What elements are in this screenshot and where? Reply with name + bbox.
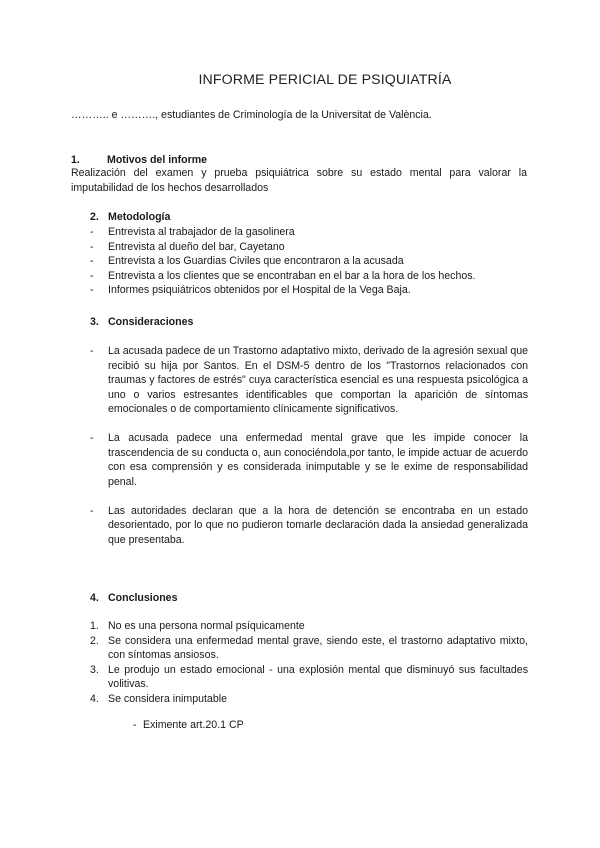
section-1-body: Realización del examen y prueba psiquiátrica sobre su estado mental para valorar la imputabilidad de los hechos desarrollados [71,167,527,194]
list-item-text: Las autoridades declaran que a la hora de detención se encontraba en un estado desorientado, por lo que no pudieron tomarle declaración dada la ansiedad generalizada que presentaba. [108,504,528,546]
section-2-title: Metodología [108,211,171,223]
list-item-text: Le produjo un estado emocional - una explosión mental que disminuyó sus facultades volitivas. [108,663,528,690]
section-3-number: 3. [90,316,99,328]
list-item [90,431,528,489]
list-item-text: Se considera inimputable [108,692,227,705]
section-1-number: 1. [71,154,80,166]
section-1-title: Motivos del informe [107,154,208,166]
section-2-number: 2. [90,211,99,223]
list-item-text: Informes psiquiátricos obtenidos por el Hospital de la Vega Baja. [108,284,411,296]
conclusions-list [90,619,528,706]
list-item [90,269,528,284]
list-number: 2. [90,634,99,647]
section-4-heading [90,591,177,606]
dash-marker: - [90,345,94,357]
list-item [90,225,528,240]
section-3-title: Consideraciones [108,316,194,328]
methodology-list [90,225,528,298]
list-item-text: Entrevista al dueño del bar, Cayetano [108,240,285,253]
list-item [90,692,528,707]
list-item [90,254,528,269]
subitem-text: Eximente art.20.1 CP [143,719,244,731]
section-4-number: 4. [90,592,99,604]
section-3-heading [90,315,193,330]
section-4-title: Conclusiones [108,592,178,604]
considerations-list [90,344,528,562]
dash-marker: - [90,284,94,296]
list-item [90,283,528,298]
dash-marker: - [90,226,94,238]
list-item-text: Se considera una enfermedad mental grave, siendo este, el trastorno adaptativo mixto, con síntomas ansiosos. [108,634,528,661]
list-item [90,634,528,663]
conclusion-subitem [133,718,244,733]
list-item [90,663,528,692]
page-title: INFORME PERICIAL DE PSIQUIATRÍA [198,72,452,88]
dash-marker: - [90,240,94,253]
list-number: 4. [90,692,99,705]
dash-marker: - [133,719,137,731]
dash-marker: - [90,255,94,267]
authors-line: ……….. e ………., estudiantes de Criminología de la Universitat de València. [71,109,432,121]
list-item-text: Entrevista a los clientes que se encontraban en el bar a la hora de los hechos. [108,269,476,282]
list-item-text: La acusada padece de un Trastorno adaptativo mixto, derivado de la agresión sexual que recibió su hija por Santos. En el DSM-5 dentro de los "Trastornos relacionados con traumas y factores de estrés" cuya característica esencial es una respuesta psicológica a uno o varios estresantes identificables que comportan la aparición de síntomas emocionales o de comportamiento clínicamente significativos. [108,345,528,415]
dash-marker: - [90,269,94,282]
list-item [90,344,528,417]
dash-marker: - [90,504,94,517]
list-item-text: Entrevista a los Guardias Civiles que encontraron a la acusada [108,255,404,267]
section-2-heading [90,210,170,225]
list-item [90,619,528,634]
list-item-text: La acusada padece una enfermedad mental grave que les impide conocer la trascendencia de su conducta o, aun conociéndola,por tanto, le impide actuar de acuerdo con esa comprensión y es considerada inimputable y se le exime de responsabilidad penal. [108,432,528,488]
list-item [90,504,528,548]
list-item-text: No es una persona normal psíquicamente [108,620,305,632]
list-item [90,240,528,255]
list-number: 3. [90,663,99,676]
dash-marker: - [90,432,94,444]
list-number: 1. [90,620,99,632]
list-item-text: Entrevista al trabajador de la gasolinera [108,226,295,238]
